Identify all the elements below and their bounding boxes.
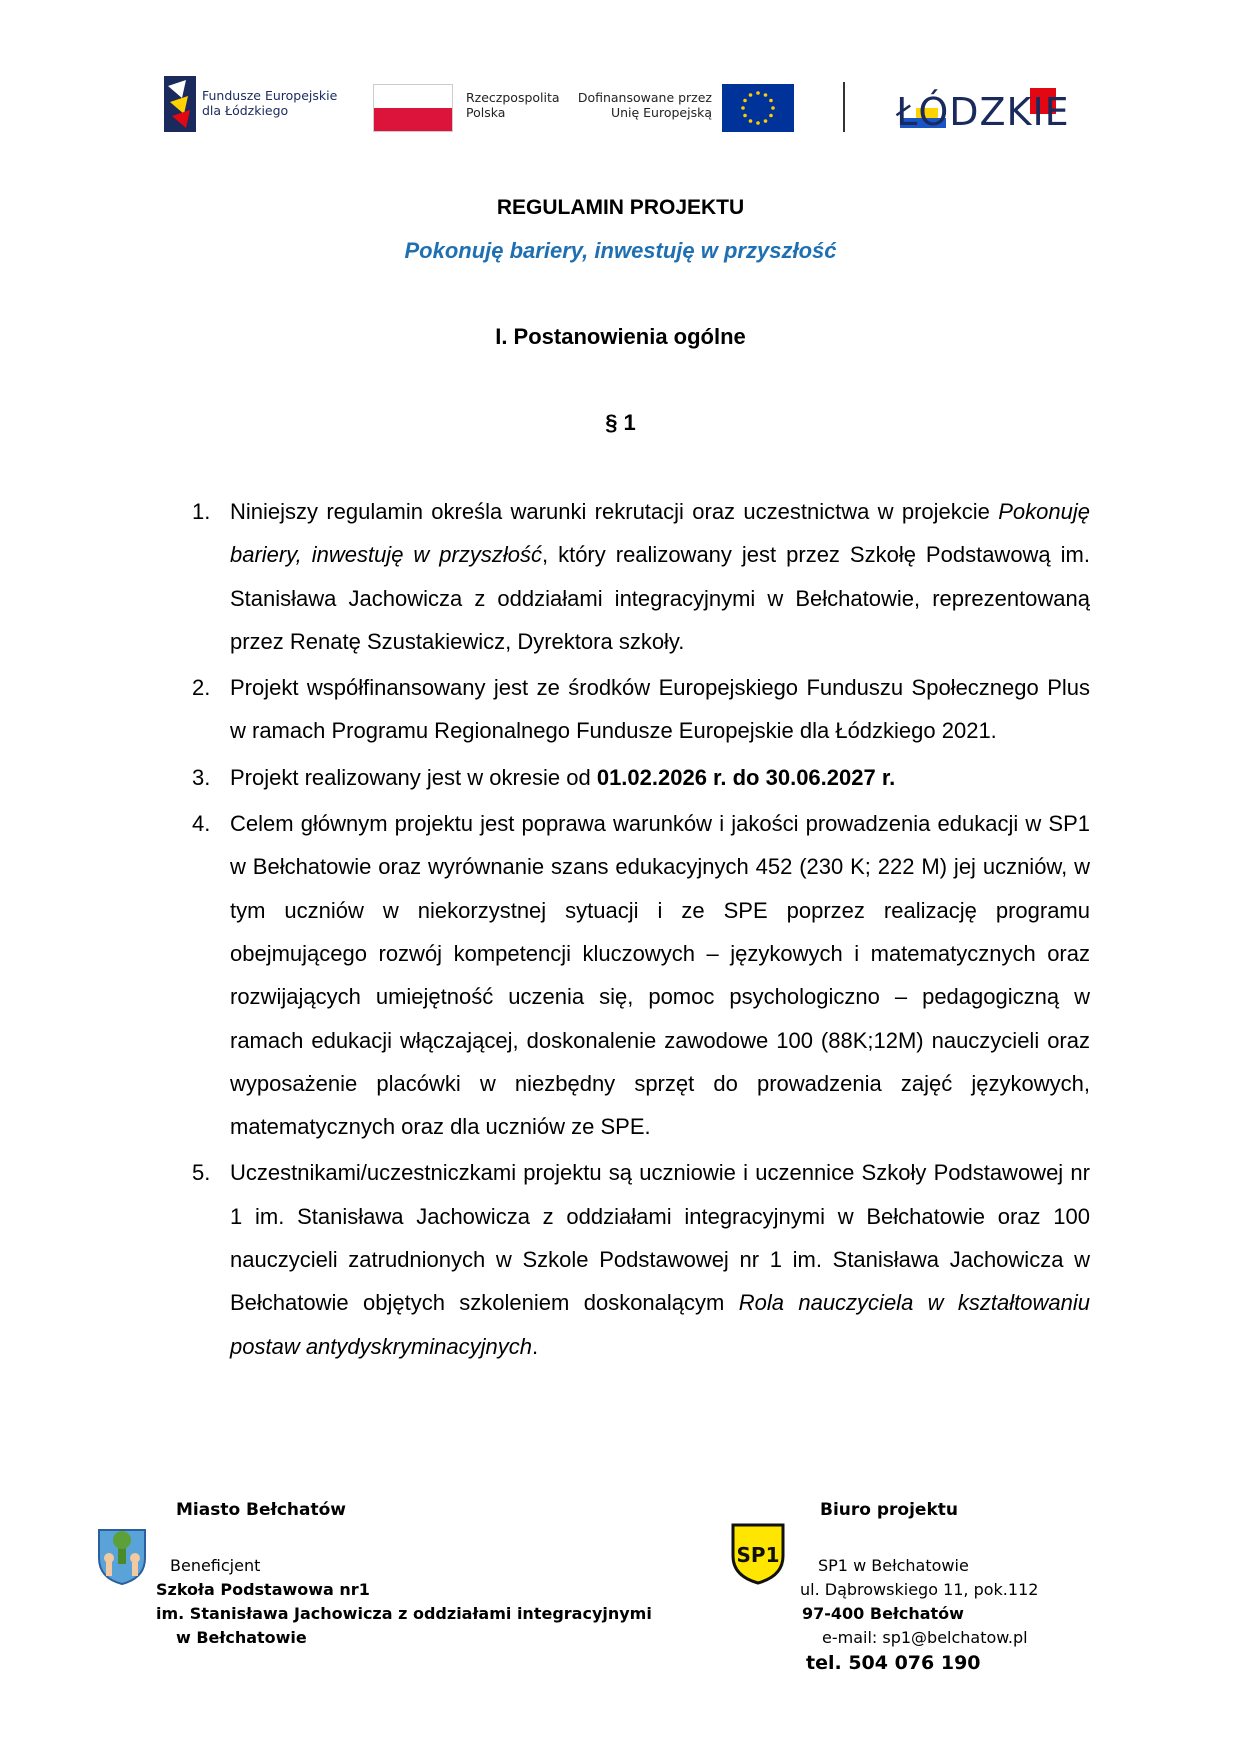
regulation-list bbox=[190, 490, 1090, 1371]
logo-divider bbox=[843, 82, 845, 132]
footer-left-line: Beneficjent bbox=[170, 1556, 261, 1575]
footer-left-line: w Bełchatowie bbox=[176, 1628, 307, 1647]
sp1-school-crest-icon bbox=[730, 1522, 786, 1586]
item-number: 5. bbox=[192, 1160, 211, 1186]
item-text: Pokonuję bariery, inwestuję w przyszłość bbox=[230, 499, 1090, 568]
polish-flag-icon bbox=[373, 84, 453, 132]
item-text: . bbox=[532, 1333, 539, 1359]
footer-left-line: Szkoła Podstawowa nr1 bbox=[156, 1580, 370, 1599]
item-text: Niniejszy regulamin określa warunki rekrutacji oraz uczestnictwa w projekcie bbox=[230, 499, 999, 524]
footer-right-line: e-mail: sp1@belchatow.pl bbox=[822, 1628, 1028, 1647]
item-text: Celem głównym projektu jest poprawa warunków i jakości prowadzenia edukacji w SP1 w Bełchatowie oraz wyrównanie szans edukacyjnych 452 (230 K; 222 M) jej uczniów, w tym uczniów w niekorzystnej sytuacji i ze SPE poprzez realizację programu obejmującego rozwój kompetencji kluczowych – językowych i matematycznych oraz rozwijających umiejętność uczenia się, pomoc psychologiczno – pedagogiczną w ramach edukacji włączającej, doskonalenie zawodowe 100 (88K;12M) nauczycieli oraz wyposażenie placówki w niezbędny sprzęt do prowadzenia zajęć językowych, matematycznych oraz dla uczniów ze SPE. bbox=[230, 811, 1090, 1140]
document-title: REGULAMIN PROJEKTU bbox=[496, 196, 745, 219]
regulation-item bbox=[190, 490, 1090, 663]
regulation-item bbox=[190, 1151, 1090, 1367]
belchatow-crest-icon bbox=[97, 1528, 147, 1586]
footer-right-line: tel. 504 076 190 bbox=[806, 1652, 981, 1674]
item-number: 1. bbox=[192, 499, 211, 524]
item-text: Projekt realizowany jest w okresie od bbox=[230, 764, 597, 790]
project-name: Pokonuję bariery, inwestuję w przyszłość bbox=[404, 238, 837, 263]
item-text: 01.02.2026 r. do 30.06.2027 r. bbox=[596, 764, 896, 790]
footer-left-line: im. Stanisława Jachowicza z oddziałami integracyjnymi bbox=[156, 1604, 652, 1623]
item-number: 3. bbox=[192, 764, 211, 790]
paragraph-heading: § 1 bbox=[605, 410, 636, 435]
item-number: 2. bbox=[192, 675, 211, 701]
item-text: Uczestnikami/uczestniczkami projektu są uczniowie i uczennice Szkoły Podstawowej nr 1 im. Stanisława Jachowicza z oddziałami integracyjnymi w Bełchatowie oraz 100 nauczycieli zatrudnionych w Szkole Podstawowej nr 1 im. Stanisława Jachowicza w Bełchatowie objętych szkoleniem doskonalącym bbox=[230, 1160, 1090, 1316]
regulation-item bbox=[190, 666, 1090, 753]
lodzkie-logo bbox=[896, 88, 1070, 134]
footer-left-title: Miasto Bełchatów bbox=[176, 1500, 347, 1520]
footer-right-line: SP1 w Bełchatowie bbox=[818, 1556, 969, 1575]
regulation-item bbox=[190, 756, 1090, 799]
header-logos bbox=[160, 72, 1090, 142]
rzeczpospolita-text: Rzeczpospolita Polska bbox=[466, 90, 560, 120]
item-number: 4. bbox=[192, 811, 211, 837]
lodzkie-logo-text: ŁÓDZKIE bbox=[896, 90, 1070, 134]
eu-flag-icon bbox=[722, 84, 794, 132]
regulation-item bbox=[190, 802, 1090, 1148]
svg-text:SP1: SP1 bbox=[736, 1543, 780, 1567]
item-text: , który realizowany jest przez Szkołę Podstawową im. Stanisława Jachowicza z oddziałami integracyjnymi w Bełchatowie, reprezentowaną przez Renatę Szustakiewicz, Dyrektora szkoły. bbox=[230, 542, 1090, 654]
footer-right-line: 97-400 Bełchatów bbox=[802, 1604, 964, 1623]
section-heading: I. Postanowienia ogólne bbox=[495, 324, 746, 349]
item-text: Rola nauczyciela w kształtowaniu postaw antydyskryminacyjnych bbox=[230, 1290, 1090, 1359]
footer-right-title: Biuro projektu bbox=[820, 1500, 958, 1520]
fundusze-europejskie-text: Fundusze Europejskie dla Łódzkiego bbox=[202, 88, 338, 118]
item-text: Projekt współfinansowany jest ze środków Europejskiego Funduszu Społecznego Plus w ramach Programu Regionalnego Fundusze Europejskie dla Łódzkiego 2021. bbox=[230, 675, 1090, 744]
footer-right-line: ul. Dąbrowskiego 11, pok.112 bbox=[800, 1580, 1039, 1599]
fundusze-europejskie-logo-icon bbox=[164, 76, 196, 132]
eu-funding-text: Dofinansowane przez Unię Europejską bbox=[577, 90, 712, 120]
